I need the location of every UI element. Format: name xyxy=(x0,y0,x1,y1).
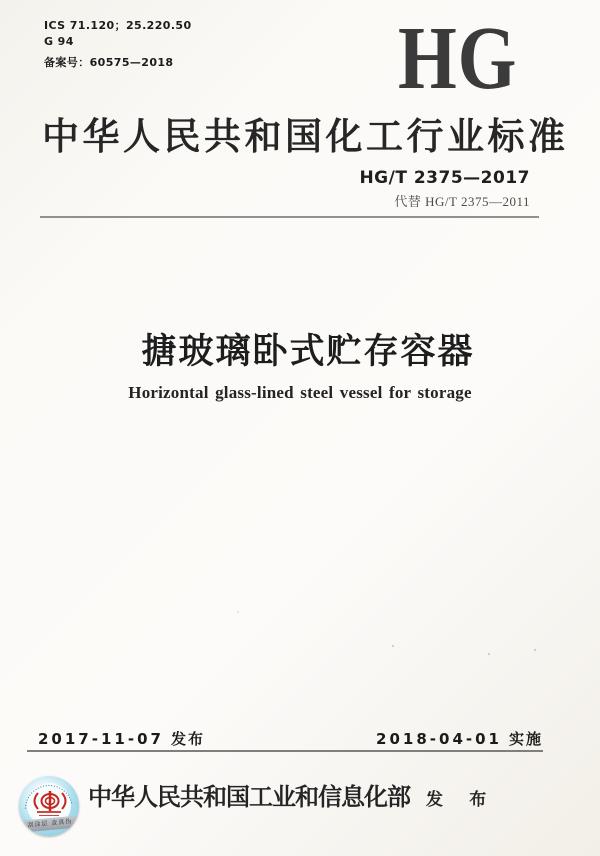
issuer-name: 中华人民共和国工业和信息化部 xyxy=(88,785,410,811)
dust-speck xyxy=(237,611,239,613)
hg-standard-logo: HG xyxy=(398,9,518,108)
document-meta xyxy=(44,18,192,71)
implement-date-group xyxy=(376,728,543,749)
dust-speck xyxy=(392,645,394,647)
issue-date-group xyxy=(38,728,205,749)
implement-date: 2018-04-01 xyxy=(376,730,502,748)
publish-label: 发 布 xyxy=(426,790,498,809)
issue-date: 2017-11-07 xyxy=(38,730,164,748)
svg-text:•••••••••••••••••••••••••: ••••••••••••••••••••••••• xyxy=(22,782,75,810)
ics-code: ICS 71.120；25.220.50 xyxy=(44,19,192,32)
classification-code: G 94 xyxy=(44,35,74,48)
sticker-microtext-line xyxy=(37,811,61,813)
sticker-microtext-line xyxy=(39,815,59,817)
issuer-row xyxy=(88,777,497,812)
header-rule xyxy=(40,216,539,218)
dust-speck xyxy=(488,653,490,655)
standard-category-title: 中华人民共和国化工行业标准 xyxy=(42,117,569,158)
record-number: 备案号：60575—2018 xyxy=(44,56,174,69)
implement-date-label: 实施 xyxy=(508,730,543,748)
standard-number-block xyxy=(359,168,530,210)
sticker-band-text: 刮涂层 查真伪 xyxy=(27,818,73,829)
anti-counterfeit-sticker xyxy=(19,776,79,836)
date-row xyxy=(38,728,543,749)
document-title-cn: 搪玻璃卧式贮存容器 xyxy=(141,332,475,371)
footer-rule xyxy=(27,750,543,752)
standard-number: HG/T 2375—2017 xyxy=(359,168,530,188)
dust-speck xyxy=(534,649,536,651)
document-title-en: Horizontal glass-lined steel vessel for storage xyxy=(128,383,472,402)
issue-date-label: 发布 xyxy=(170,730,205,748)
sticker-ring xyxy=(19,776,79,836)
replaces-note: 代替 HG/T 2375—2011 xyxy=(394,194,530,209)
